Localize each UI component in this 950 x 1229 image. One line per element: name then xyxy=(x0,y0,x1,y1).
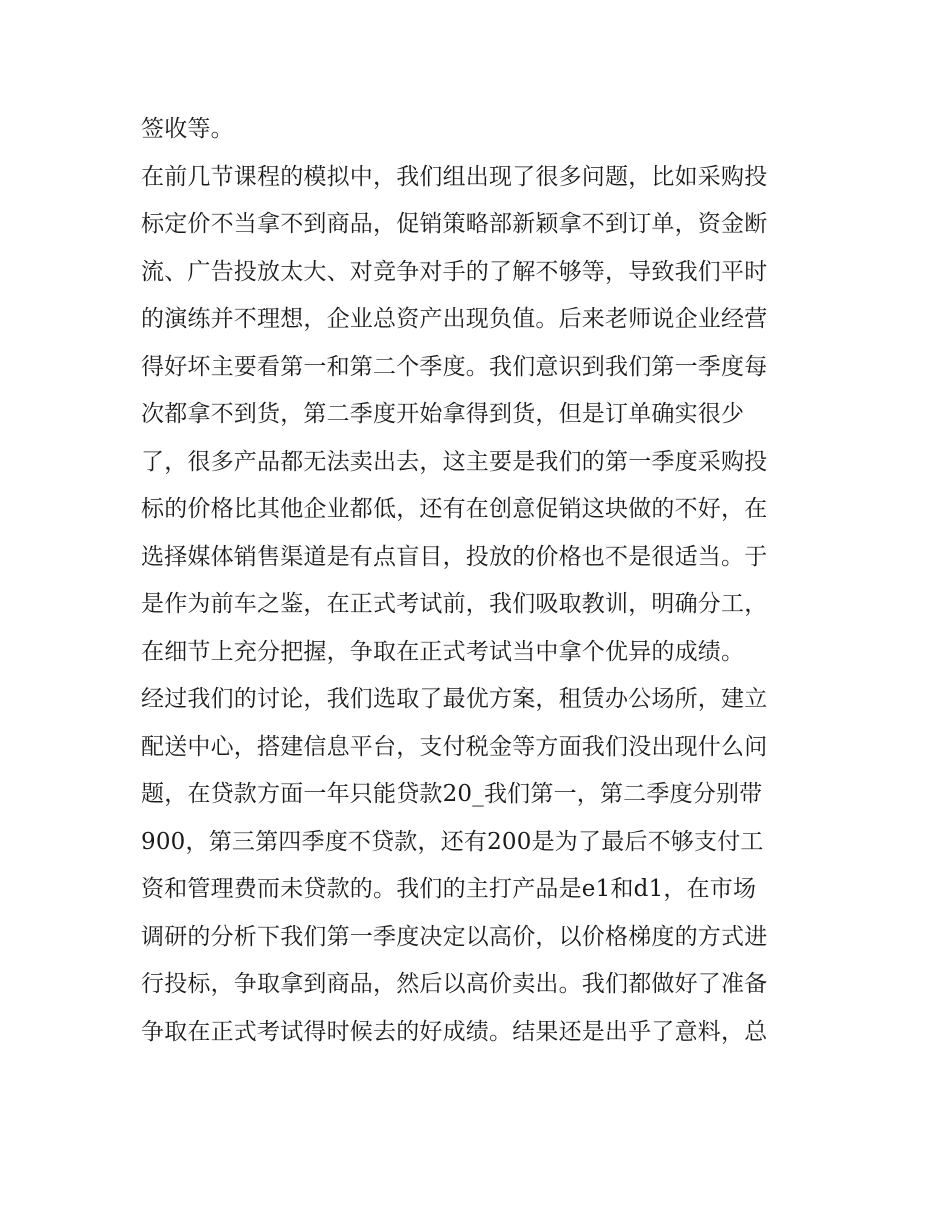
text-line: 签收等。 xyxy=(141,116,234,142)
text-line: 900，第三第四季度不贷款，还有200是为了最后不够支付工 xyxy=(141,828,764,855)
text-line: 标定价不当拿不到商品，促销策略部新颖拿不到订单，资金断 xyxy=(141,211,768,237)
text-line: 在前几节课程的模拟中，我们组出现了很多问题，比如采购投 xyxy=(141,163,768,190)
text-line: 的演练并不理想，企业总资产出现负值。后来老师说企业经营 xyxy=(141,306,768,332)
text-line: 调研的分析下我们第一季度决定以高价，以价格梯度的方式进 xyxy=(141,923,768,950)
text-line: 是作为前车之鉴，在正式考试前，我们吸取教训，明确分工， xyxy=(141,591,768,617)
text-line: 流、广告投放太大、对竞争对手的了解不够等，导致我们平时 xyxy=(141,258,768,285)
text-line: 经过我们的讨论，我们选取了最优方案，租赁办公场所，建立 xyxy=(141,686,768,712)
text-line: 得好坏主要看第一和第二个季度。我们意识到我们第一季度每 xyxy=(141,353,768,380)
text-line: 在细节上充分把握，争取在正式考试当中拿个优异的成绩。 xyxy=(141,638,745,665)
text-line: 次都拿不到货，第二季度开始拿得到货，但是订单确实很少 xyxy=(141,401,745,427)
text-line: 了，很多产品都无法卖出去，这主要是我们的第一季度采购投 xyxy=(141,448,768,475)
text-line: 标的价格比其他企业都低，还有在创意促销这块做的不好，在 xyxy=(141,496,768,522)
text-line: 选择媒体销售渠道是有点盲目，投放的价格也不是很适当。于 xyxy=(141,543,768,570)
document-body xyxy=(141,106,821,1056)
text-line: 行投标，争取拿到商品，然后以高价卖出。我们都做好了准备 xyxy=(141,971,768,997)
text-line: 题，在贷款方面一年只能贷款20_我们第一，第二季度分别带 xyxy=(141,781,763,807)
text-line: 配送中心，搭建信息平台，支付税金等方面我们没出现什么问 xyxy=(141,733,768,760)
text-line: 争取在正式考试得时候去的好成绩。结果还是出乎了意料，总 xyxy=(141,1018,768,1045)
text-line: 资和管理费而未贷款的。我们的主打产品是e1和d1，在市场 xyxy=(141,876,757,902)
